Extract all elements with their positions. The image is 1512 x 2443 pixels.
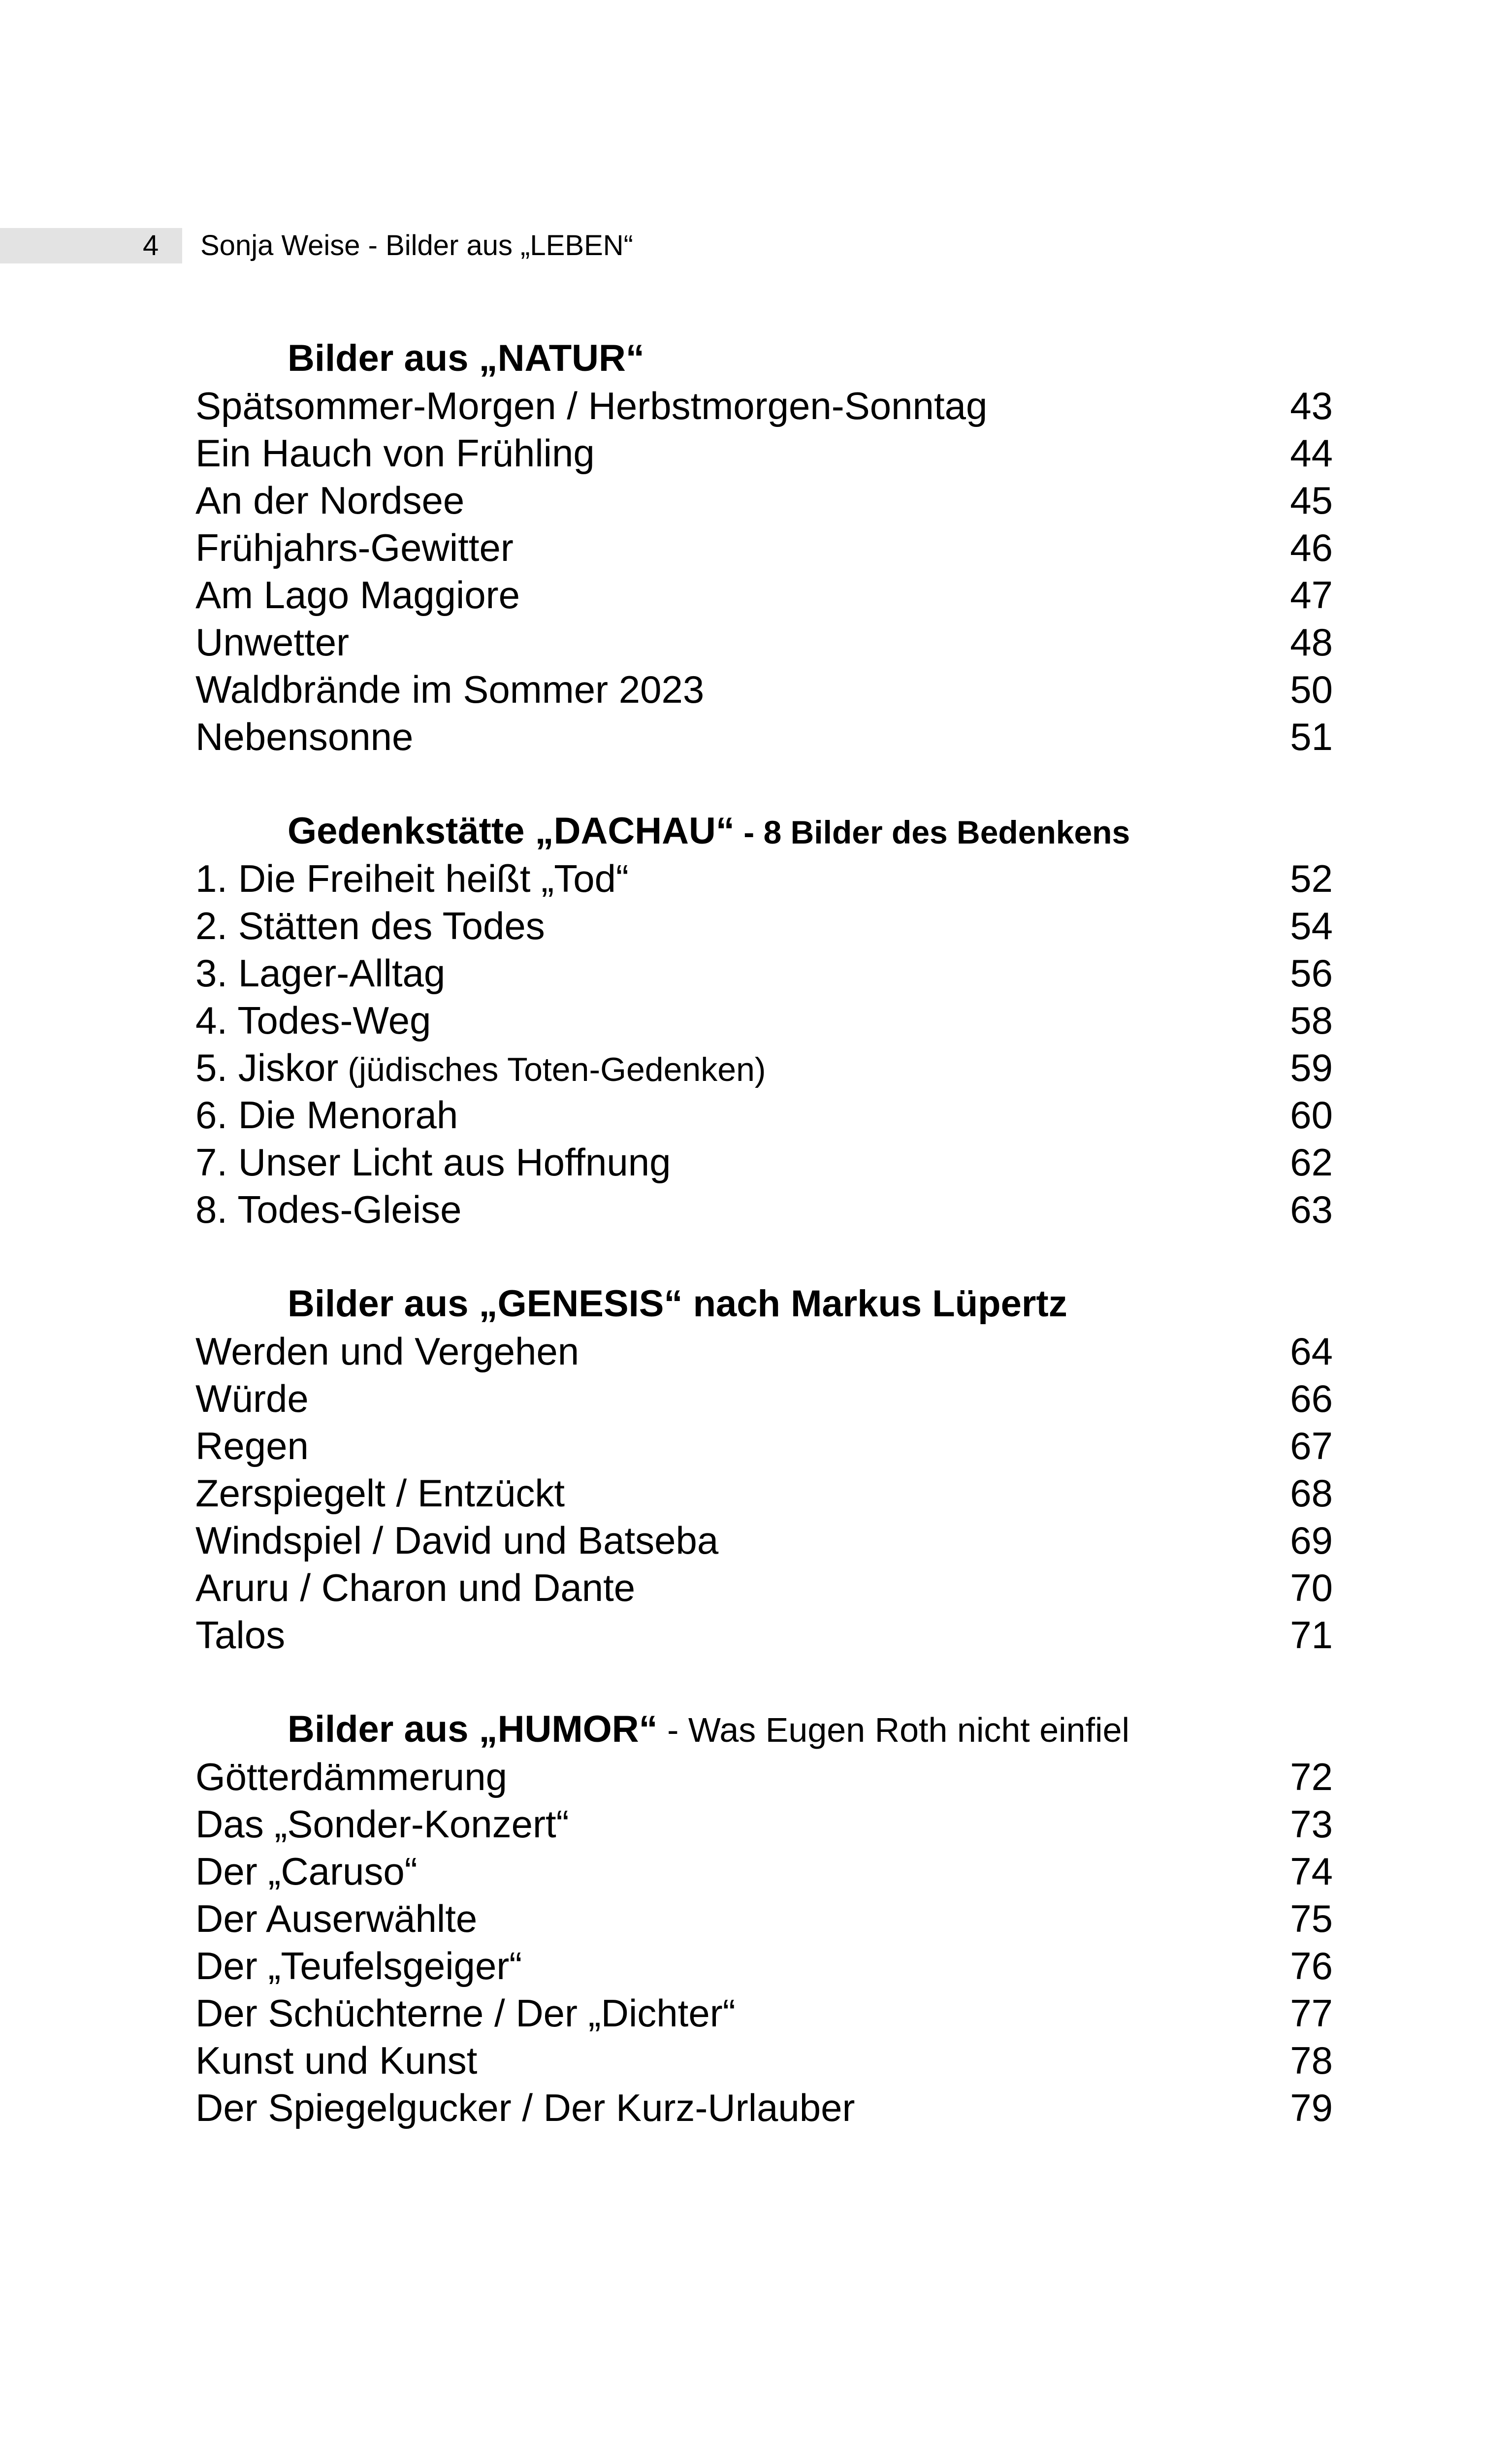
section-heading-text: Bilder aus „GENESIS“ nach Markus Lüpertz [288, 1283, 1067, 1325]
toc-entry [195, 1848, 1333, 1895]
entry-title: Der Spiegelgucker / Der Kurz-Urlauber [195, 2086, 855, 2129]
toc-entry [195, 855, 1333, 902]
entry-page: 59 [1290, 1046, 1333, 1089]
entry-page: 70 [1290, 1566, 1333, 1609]
page-number: 4 [143, 229, 159, 261]
entry-page: 74 [1290, 1850, 1333, 1893]
section-heading-text: Bilder aus „NATUR“ [288, 337, 644, 379]
entry-title: Nebensonne [195, 715, 414, 758]
toc-entry [195, 524, 1333, 571]
toc-section-dachau [195, 808, 1333, 1233]
entry-page: 67 [1290, 1424, 1333, 1467]
entry-page: 75 [1290, 1897, 1333, 1940]
toc-entry [195, 713, 1333, 760]
entry-title: Der Auserwählte [195, 1897, 478, 1940]
toc-section-humor [195, 1706, 1333, 2131]
entry-title: Ein Hauch von Frühling [195, 431, 595, 475]
entry-title: 8. Todes-Gleise [195, 1188, 462, 1231]
entry-title: 3. Lager-Alltag [195, 951, 446, 995]
entry-page: 62 [1290, 1140, 1333, 1184]
entry-title: Der „Teufelsgeiger“ [195, 1944, 522, 1987]
entry-title: Frühjahrs-Gewitter [195, 526, 514, 569]
entry-page: 46 [1290, 526, 1333, 569]
entry-title: Unwetter [195, 620, 350, 664]
section-subheading: - 8 Bilder des Bedenkens [734, 814, 1130, 850]
entry-title: Der Schüchterne / Der „Dichter“ [195, 1991, 736, 2035]
toc-entry [195, 1895, 1333, 1942]
entry-title: 2. Stätten des Todes [195, 904, 545, 947]
entry-title: Werden und Vergehen [195, 1330, 579, 1373]
running-header-title: Sonja Weise - Bilder aus „LEBEN“ [200, 229, 633, 261]
entry-page: 56 [1290, 951, 1333, 995]
toc-section-natur [195, 335, 1333, 760]
entry-title: Der „Caruso“ [195, 1850, 418, 1893]
entry-title: Kunst und Kunst [195, 2039, 478, 2082]
toc-entry [195, 477, 1333, 524]
entry-title: An der Nordsee [195, 479, 465, 522]
entry-page: 76 [1290, 1944, 1333, 1987]
entry-page: 77 [1290, 1991, 1333, 2035]
entry-title: Würde [195, 1377, 309, 1420]
toc-section-genesis [195, 1280, 1333, 1659]
toc-entry [195, 902, 1333, 949]
toc-entry [195, 429, 1333, 477]
entry-title: Das „Sonder-Konzert“ [195, 1802, 569, 1846]
toc-entry [195, 1800, 1333, 1848]
toc-entry [195, 1469, 1333, 1517]
entry-page: 78 [1290, 2039, 1333, 2082]
section-subheading: - Was Eugen Roth nicht einfiel [657, 1711, 1130, 1749]
toc-entry [195, 1186, 1333, 1233]
toc-entry [195, 666, 1333, 713]
section-heading [195, 1280, 1333, 1328]
entry-page: 79 [1290, 2086, 1333, 2129]
entry-page: 47 [1290, 573, 1333, 617]
entry-title: 1. Die Freiheit heißt „Tod“ [195, 857, 629, 900]
entry-page: 48 [1290, 620, 1333, 664]
toc-entry [195, 1564, 1333, 1611]
entry-title: 4. Todes-Weg [195, 999, 431, 1042]
section-heading [195, 335, 1333, 382]
entry-page: 60 [1290, 1093, 1333, 1137]
entry-page: 64 [1290, 1330, 1333, 1373]
entry-page: 54 [1290, 904, 1333, 947]
toc-entry [195, 1091, 1333, 1139]
entry-title: Spätsommer-Morgen / Herbstmorgen-Sonntag [195, 384, 988, 427]
toc-entry [195, 1328, 1333, 1375]
entry-page: 71 [1290, 1613, 1333, 1657]
section-heading [195, 808, 1333, 855]
toc-entry [195, 1611, 1333, 1659]
toc-entry [195, 1942, 1333, 1989]
entry-page: 73 [1290, 1802, 1333, 1846]
toc-entry [195, 949, 1333, 997]
entry-title: Götterdämmerung [195, 1755, 507, 1798]
entry-page: 72 [1290, 1755, 1333, 1798]
entry-title: Waldbrände im Sommer 2023 [195, 668, 705, 711]
entry-page: 63 [1290, 1188, 1333, 1231]
toc-entry [195, 2037, 1333, 2084]
toc-entry [195, 1517, 1333, 1564]
entry-title: Am Lago Maggiore [195, 573, 520, 617]
toc-entry [195, 1989, 1333, 2037]
entry-title: Aruru / Charon und Dante [195, 1566, 636, 1609]
entry-title: Talos [195, 1613, 286, 1657]
entry-note: (jüdisches Toten-Gedenken) [338, 1051, 766, 1088]
section-heading-text: Gedenkstätte „DACHAU“ [288, 810, 735, 852]
entry-page: 68 [1290, 1471, 1333, 1515]
toc-entry [195, 1753, 1333, 1800]
toc-entry [195, 382, 1333, 429]
entry-page: 51 [1290, 715, 1333, 758]
entry-title: Regen [195, 1424, 309, 1467]
table-of-contents [195, 335, 1333, 2131]
toc-entry [195, 2084, 1333, 2131]
entry-page: 50 [1290, 668, 1333, 711]
toc-entry [195, 1375, 1333, 1422]
toc-entry [195, 619, 1333, 666]
section-heading [195, 1706, 1333, 1753]
entry-title: 6. Die Menorah [195, 1093, 458, 1137]
entry-page: 69 [1290, 1519, 1333, 1562]
entry-page: 58 [1290, 999, 1333, 1042]
entry-title: 5. Jiskor [195, 1046, 339, 1089]
entry-title: Windspiel / David und Batseba [195, 1519, 719, 1562]
toc-entry [195, 997, 1333, 1044]
entry-page: 44 [1290, 431, 1333, 475]
toc-entry [195, 1139, 1333, 1186]
entry-page: 43 [1290, 384, 1333, 427]
toc-entry [195, 1044, 1333, 1091]
entry-page: 66 [1290, 1377, 1333, 1420]
entry-title: Zerspiegelt / Entzückt [195, 1471, 565, 1515]
section-heading-text: Bilder aus „HUMOR“ [288, 1708, 658, 1750]
toc-entry [195, 571, 1333, 619]
entry-page: 45 [1290, 479, 1333, 522]
entry-title: 7. Unser Licht aus Hoffnung [195, 1140, 671, 1184]
entry-page: 52 [1290, 857, 1333, 900]
toc-entry [195, 1422, 1333, 1469]
